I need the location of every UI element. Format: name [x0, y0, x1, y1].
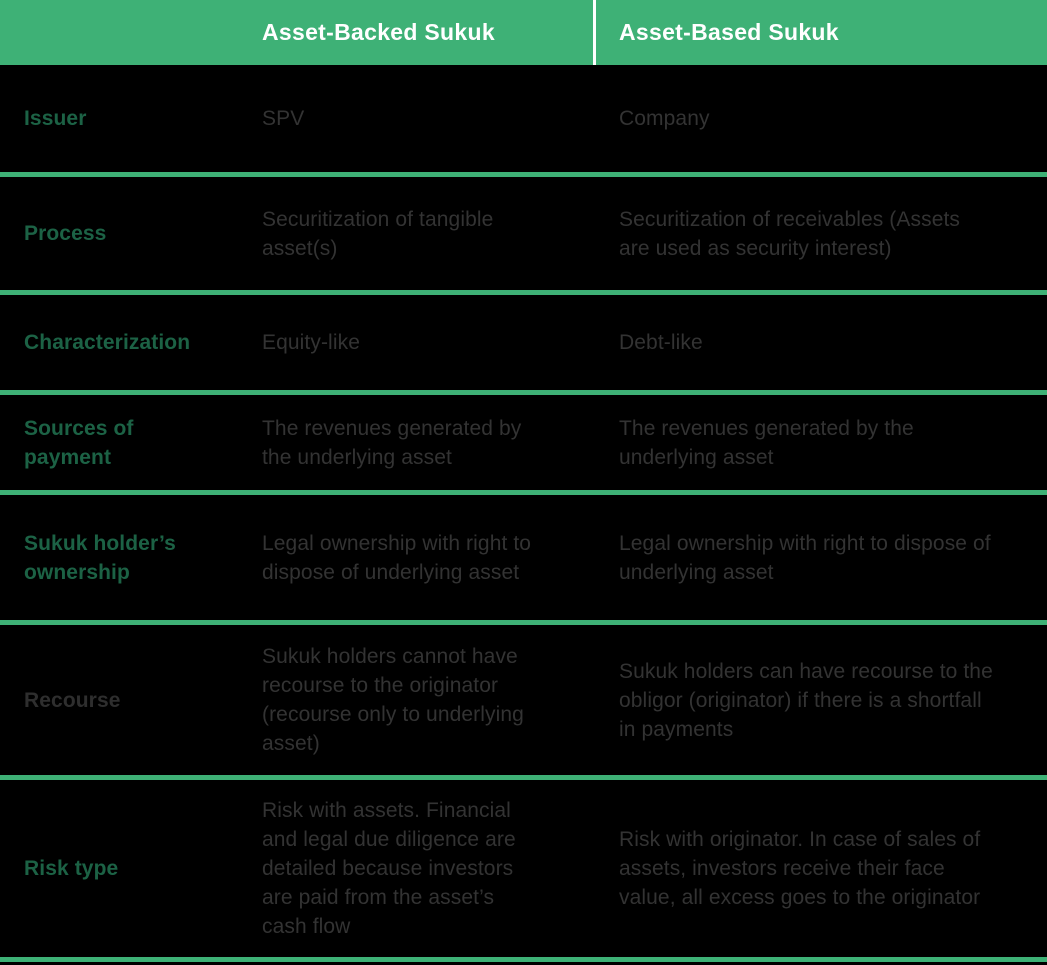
header-blank-cell [0, 0, 262, 65]
row-label: Characterization [24, 331, 191, 354]
table-row [0, 625, 1047, 780]
table-row [0, 395, 1047, 495]
table-row [0, 177, 1047, 295]
asset-backed-cell: Equity-like [262, 331, 360, 354]
asset-based-cell: Sukuk holders can have recourse to the obligor (originator) if there is a shortfall in payments [619, 659, 993, 741]
asset-based-cell: The revenues generated by the underlying asset [619, 416, 914, 469]
asset-backed-cell: The revenues generated by the underlying asset [262, 416, 522, 469]
asset-based-cell: Company [619, 107, 710, 130]
row-label: Sources of payment [24, 416, 134, 469]
asset-backed-cell: Risk with assets. Financial and legal due diligence are detailed because investors are paid from the asset’s cash flow [262, 799, 516, 938]
asset-backed-cell: SPV [262, 107, 305, 130]
row-label: Issuer [24, 107, 87, 130]
table-body [0, 65, 1047, 962]
asset-backed-cell: Securitization of tangible asset(s) [262, 207, 494, 260]
row-label: Process [24, 222, 107, 245]
asset-based-cell: Risk with originator. In case of sales of assets, investors receive their face value, all excess goes to the originator [619, 828, 981, 909]
header-asset-backed: Asset-Backed Sukuk [262, 19, 495, 45]
table-row [0, 295, 1047, 395]
table-header-row [0, 0, 1047, 65]
asset-based-cell: Debt-like [619, 331, 703, 354]
row-label: Sukuk holder’s ownership [24, 531, 176, 584]
row-label: Recourse [24, 688, 121, 712]
table-row [0, 65, 1047, 177]
header-asset-based: Asset-Based Sukuk [593, 0, 1047, 65]
row-label: Risk type [24, 857, 119, 880]
asset-backed-cell: Sukuk holders cannot have recourse to the originator (recourse only to underlying asset) [262, 645, 524, 755]
table-row [0, 495, 1047, 625]
table-row [0, 780, 1047, 962]
asset-based-cell: Securitization of receivables (Assets are used as security interest) [619, 207, 961, 260]
asset-backed-cell: Legal ownership with right to dispose of underlying asset [262, 531, 532, 584]
asset-based-cell: Legal ownership with right to dispose of underlying asset [619, 531, 991, 584]
